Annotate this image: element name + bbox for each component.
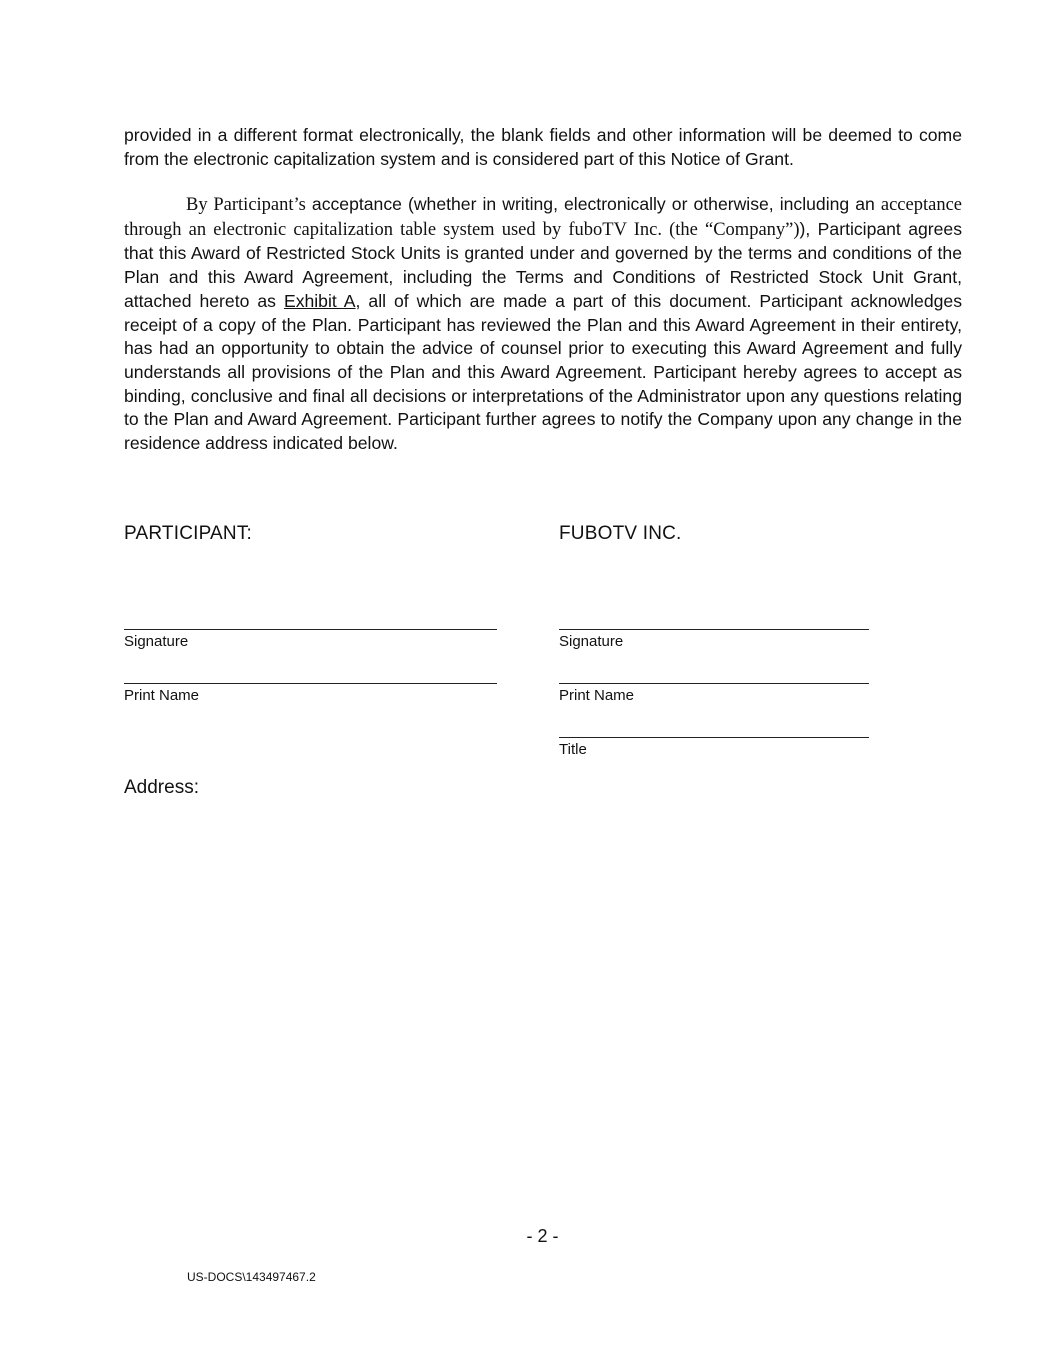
acceptance-company-text: acceptance through an electronic capitalization table system used by fuboTV Inc. (the “Company”) <box>124 195 962 240</box>
paragraph-acceptance <box>124 193 962 456</box>
company-title-line[interactable] <box>559 737 869 738</box>
company-print-name-label: Print Name <box>559 687 635 704</box>
participant-print-name-label: Print Name <box>124 687 200 704</box>
paragraph-grant-format: provided in a different format electronically, the blank fields and other information will be deemed to come from the electronic capitalization system and is considered part of this Notice of Grant. <box>124 125 962 169</box>
document-id: US-DOCS\143497467.2 <box>187 1270 316 1284</box>
acceptance-text-c: , all of which are made a part of this document. Participant acknowledges receipt of a copy of the Plan. Participant has reviewed the Plan and this Award Agreement in their entirety, has had an opportunity to obtain the advice of counsel prior to executing this Award Agreement and fully understands all provisions of the Plan and this Award Agreement. Participant hereby agrees to accept as binding, conclusive and final all decisions or interpretations of the Administrator upon any questions relating to the Plan and Award Agreement. Participant further agrees to notify the Company upon any change in the residence address indicated below. <box>124 290 962 454</box>
participant-heading: PARTICIPANT: <box>124 523 253 544</box>
participant-print-name-line[interactable] <box>124 683 497 684</box>
company-signature-label: Signature <box>559 633 624 650</box>
company-title-label: Title <box>559 741 587 758</box>
participant-signature-label: Signature <box>124 633 189 650</box>
acceptance-text-a: acceptance (whether in writing, electronically or otherwise, including an <box>305 194 881 214</box>
company-heading: FUBOTV INC. <box>559 523 682 544</box>
company-print-name-line[interactable] <box>559 683 869 684</box>
participant-signature-line[interactable] <box>124 629 497 630</box>
acceptance-lead-text: By Participant’s <box>186 195 306 215</box>
page-number: - 2 - <box>526 1226 559 1246</box>
acceptance-text-b: ), Participant agrees that this Award of Restricted Stock Units is granted under and governed by the terms and conditions of the Plan and this Award Agreement, including the Terms and Conditions of Restricted Stock Unit Grant, attached hereto as <box>124 218 962 311</box>
company-signature-line[interactable] <box>559 629 869 630</box>
address-label: Address: <box>124 777 199 798</box>
exhibit-a-reference: Exhibit A <box>283 290 356 311</box>
